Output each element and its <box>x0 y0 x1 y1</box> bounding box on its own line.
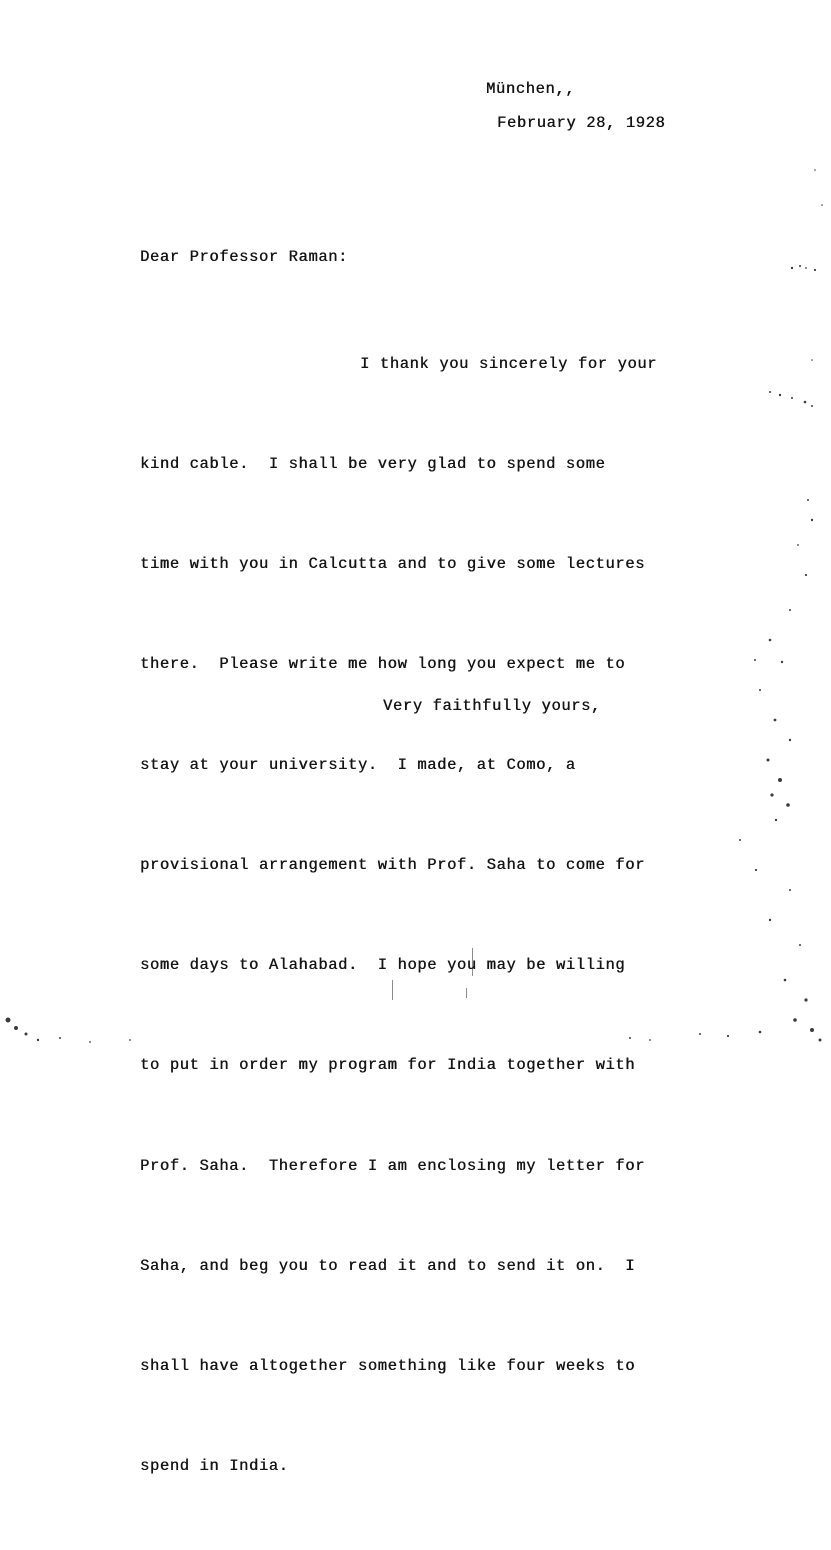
body-line: there. Please write me how long you expect me to <box>140 655 626 674</box>
body-line: shall have altogether something like four weeks to <box>140 1357 636 1375</box>
body-line: to put in order my program for India together with <box>140 1056 636 1075</box>
body-line: some days to Alahabad. I hope you may be willing <box>140 956 626 975</box>
letter-place: München,, <box>486 80 576 98</box>
body-line: kind cable. I shall be very glad to spend some <box>140 455 606 474</box>
body-line: Prof. Saha. Therefore I am enclosing my letter for <box>140 1156 645 1175</box>
letter-body <box>140 281 657 1550</box>
letter-salutation: Dear Professor Raman: <box>140 248 348 266</box>
letter-date: February 28, 1928 <box>497 114 666 132</box>
letter-closing: Very faithfully yours, <box>383 697 601 715</box>
body-line: spend in India. <box>140 1457 289 1476</box>
body-line: I thank you sincerely for your <box>360 354 658 373</box>
body-line: provisional arrangement with Prof. Saha to come for <box>140 855 645 874</box>
body-line: stay at your university. I made, at Como, a <box>140 755 576 774</box>
body-line: time with you in Calcutta and to give some lectures <box>140 555 645 574</box>
body-line: Saha, and beg you to read it and to send it on. I <box>140 1256 636 1275</box>
